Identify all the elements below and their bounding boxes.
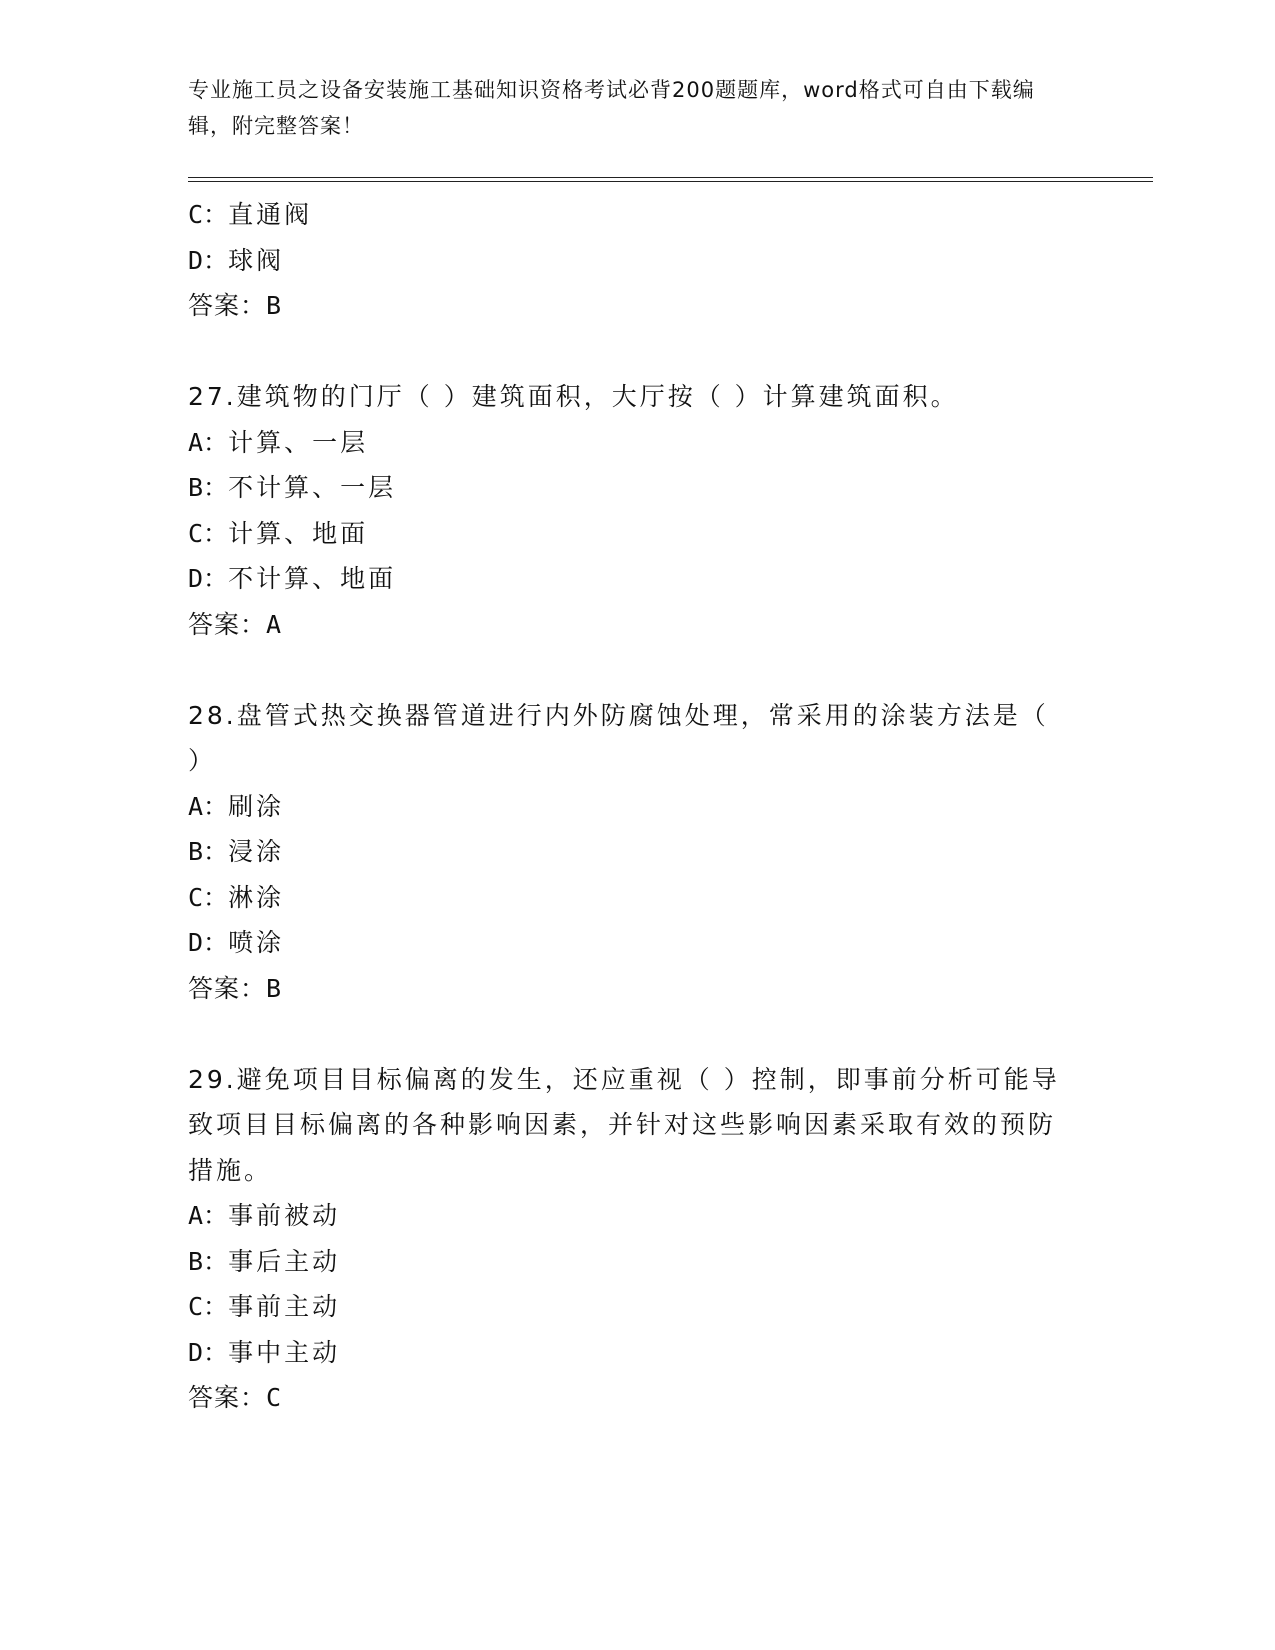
answer-label: 答案： — [188, 1383, 267, 1412]
option-text: 刷涂 — [228, 791, 285, 821]
answer-value: C — [266, 1383, 283, 1412]
question-28 — [188, 693, 1068, 1012]
option-key: A： — [188, 1201, 229, 1230]
answer-line — [188, 966, 1068, 1012]
header-divider — [188, 177, 1153, 182]
document-body — [188, 192, 1068, 1421]
answer-line — [188, 283, 1068, 329]
option-key: B： — [188, 1246, 229, 1276]
option-text: 直通阀 — [228, 200, 313, 229]
option-text: 事前被动 — [228, 1201, 341, 1230]
option-a — [188, 1193, 1068, 1239]
option-a — [188, 420, 1068, 466]
option-text: 事后主动 — [228, 1246, 341, 1276]
question-continued — [188, 192, 1068, 329]
option-d — [188, 238, 1068, 284]
option-key: D： — [188, 928, 229, 957]
option-b — [188, 1239, 1068, 1285]
option-text: 不计算、一层 — [228, 473, 397, 502]
spacer — [188, 647, 1068, 693]
answer-value: B — [266, 973, 283, 1003]
answer-value: A — [266, 609, 283, 639]
question-29 — [188, 1057, 1068, 1421]
answer-label: 答案： — [188, 291, 267, 320]
option-text: 计算、一层 — [228, 427, 369, 457]
option-c — [188, 875, 1068, 921]
option-key: C： — [188, 200, 229, 229]
option-key: A： — [188, 427, 229, 457]
option-text: 计算、地面 — [228, 518, 369, 548]
option-text: 不计算、地面 — [228, 564, 397, 593]
answer-label: 答案： — [188, 609, 267, 639]
question-27 — [188, 374, 1068, 647]
option-d — [188, 920, 1068, 966]
option-b — [188, 829, 1068, 875]
spacer — [188, 1011, 1068, 1057]
option-key: C： — [188, 1292, 229, 1321]
option-key: A： — [188, 791, 229, 821]
option-key: D： — [188, 1337, 229, 1367]
answer-line — [188, 1375, 1068, 1421]
option-d — [188, 1330, 1068, 1376]
option-d — [188, 556, 1068, 602]
option-key: C： — [188, 518, 229, 548]
option-text: 浸涂 — [228, 837, 285, 866]
option-key: D： — [188, 245, 229, 275]
option-key: B： — [188, 473, 229, 502]
document-header: 专业施工员之设备安装施工基础知识资格考试必背200题题库，word格式可自由下载编辑，附完整答案！ — [188, 78, 1035, 138]
question-stem: 29.避免项目目标偏离的发生，还应重视（ ）控制，即事前分析可能导致项目目标偏离的各种影响因素，并针对这些影响因素采取有效的预防措施。 — [188, 1064, 1060, 1185]
option-text: 喷涂 — [228, 928, 285, 957]
option-text: 球阀 — [228, 245, 285, 275]
option-text: 事前主动 — [228, 1292, 341, 1321]
answer-label: 答案： — [188, 973, 267, 1003]
question-stem: 27.建筑物的门厅（ ）建筑面积，大厅按（ ）计算建筑面积。 — [188, 382, 959, 411]
option-key: B： — [188, 837, 229, 866]
option-c — [188, 192, 1068, 238]
option-text: 淋涂 — [228, 882, 285, 912]
option-key: C： — [188, 882, 229, 912]
answer-line — [188, 602, 1068, 648]
option-c — [188, 1284, 1068, 1330]
option-c — [188, 511, 1068, 557]
answer-value: B — [266, 291, 283, 320]
question-stem: 28.盘管式热交换器管道进行内外防腐蚀处理，常采用的涂装方法是（ ） — [188, 700, 1049, 775]
option-a — [188, 784, 1068, 830]
option-b — [188, 465, 1068, 511]
spacer — [188, 329, 1068, 375]
option-key: D： — [188, 564, 229, 593]
option-text: 事中主动 — [228, 1337, 341, 1367]
